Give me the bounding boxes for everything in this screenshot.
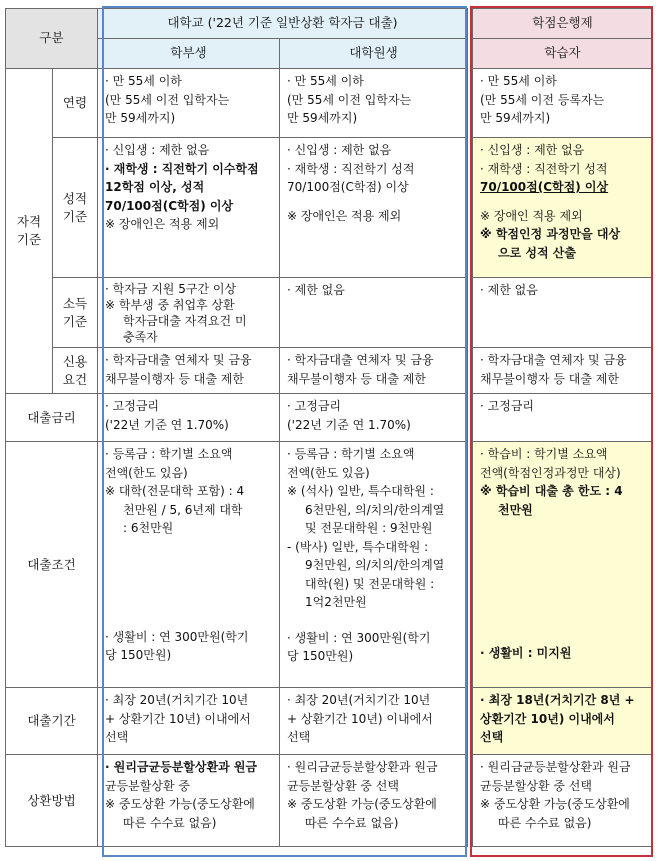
conditions-undergrad: · 등록금 : 학기별 소요액 전액(한도 있음) ※ 대학(전문대학 포함) : 4 천만원 / 5, 6년제 대학 : 6천만원 · 생활비 : 연 300만원(학기 당 150만원) bbox=[98, 442, 280, 688]
age-grad: · 만 55세 이하 (만 55세 이전 입학자는 만 59세까지) bbox=[280, 69, 468, 138]
grad-header: 대학원생 bbox=[280, 39, 468, 69]
qualification-group-label: 자격기준 bbox=[6, 69, 53, 394]
period-grad: · 최장 20년(거치기간 10년 + 상환기간 10년) 이내에서 선택 bbox=[280, 688, 468, 755]
conditions-label: 대출조건 bbox=[6, 442, 98, 688]
income-learner: · 제한 없음 bbox=[473, 278, 653, 348]
age-label: 연령 bbox=[53, 69, 98, 138]
university-header: 대학교 ('22년 기준 일반상환 학자금 대출) bbox=[98, 9, 468, 39]
repay-label: 상환방법 bbox=[6, 755, 98, 847]
credit-learner: · 학자금대출 연체자 및 금융 채무불이행자 등 대출 제한 bbox=[473, 348, 653, 394]
university-loan-table bbox=[5, 8, 468, 847]
conditions-learner: · 학습비 : 학기별 소요액 전액(학점인정과정만 대상) ※ 학습비 대출 총 한도 : 4 천만원 · 생활비 : 미지원 bbox=[473, 442, 653, 688]
income-grad: · 제한 없음 bbox=[280, 278, 468, 348]
category-header: 구분 bbox=[6, 9, 98, 69]
rate-learner: · 고정금리 bbox=[473, 394, 653, 442]
rate-undergrad: · 고정금리 ('22년 기준 연 1.70%) bbox=[98, 394, 280, 442]
rate-label: 대출금리 bbox=[6, 394, 98, 442]
income-label: 소득 기준 bbox=[53, 278, 98, 348]
grade-label: 성적 기준 bbox=[53, 138, 98, 278]
repay-undergrad: · 원리금균등분할상환과 원금 균등분할상환 중 ※ 중도상환 가능(중도상환에 따른 수수료 없음) bbox=[98, 755, 280, 847]
credit-undergrad: · 학자금대출 연체자 및 금융 채무불이행자 등 대출 제한 bbox=[98, 348, 280, 394]
period-label: 대출기간 bbox=[6, 688, 98, 755]
creditbank-header: 학점은행제 bbox=[473, 9, 653, 39]
grade-learner: · 신입생 : 제한 없음 · 재학생 : 직전학기 성적 70/100점(C학점) 이상 ※ 장애인 적용 제외 ※ 학점인정 과정만을 대상 으로 성적 산출 bbox=[473, 138, 653, 278]
repay-grad: · 원리금균등분할상환과 원금 균등분할상환 중 선택 ※ 중도상환 가능(중도상환에 따른 수수료 없음) bbox=[280, 755, 468, 847]
grade-grad: · 신입생 : 제한 없음 · 재학생 : 직전학기 성적 70/100점(C학점) 이상 ※ 장애인은 적용 제외 bbox=[280, 138, 468, 278]
income-undergrad: · 학자금 지원 5구간 이상 ※ 학부생 중 취업후 상환 학자금대출 자격요건 미 충족자 bbox=[98, 278, 280, 348]
credit-label: 신용 요건 bbox=[53, 348, 98, 394]
period-learner: · 최장 18년(거치기간 8년 + 상환기간 10년) 이내에서 선택 bbox=[473, 688, 653, 755]
period-undergrad: · 최장 20년(거치기간 10년 + 상환기간 10년) 이내에서 선택 bbox=[98, 688, 280, 755]
learner-header: 학습자 bbox=[473, 39, 653, 69]
age-undergrad: · 만 55세 이하 (만 55세 이전 입학자는 만 59세까지) bbox=[98, 69, 280, 138]
credit-bank-table bbox=[472, 8, 653, 847]
age-learner: · 만 55세 이하 (만 55세 이전 등록자는 만 59세까지) bbox=[473, 69, 653, 138]
rate-grad: · 고정금리 ('22년 기준 연 1.70%) bbox=[280, 394, 468, 442]
credit-grad: · 학자금대출 연체자 및 금융 채무불이행자 등 대출 제한 bbox=[280, 348, 468, 394]
undergrad-header: 학부생 bbox=[98, 39, 280, 69]
repay-learner: · 원리금균등분할상환과 원금 균등분할상환 중 선택 ※ 중도상환 가능(중도상환에 따른 수수료 없음) bbox=[473, 755, 653, 847]
conditions-grad: · 등록금 : 학기별 소요액 전액(한도 있음) ※ (석사) 일반, 특수대학원 : 6천만원, 의/치의/한의계열 및 전문대학원 : 9천만원 - (박사) 일반, 특수대학원 : 9천만원, 의/치의/한의계열 대학(원) 및 전문대학원 : 1억2천만원 · 생활비 : 연 300만원(학기 당 150만원) bbox=[280, 442, 468, 688]
grade-undergrad: · 신입생 : 제한 없음 · 재학생 : 직전학기 이수학점 12학점 이상, 성적 70/100점(C학점) 이상 ※ 장애인은 적용 제외 bbox=[98, 138, 280, 278]
